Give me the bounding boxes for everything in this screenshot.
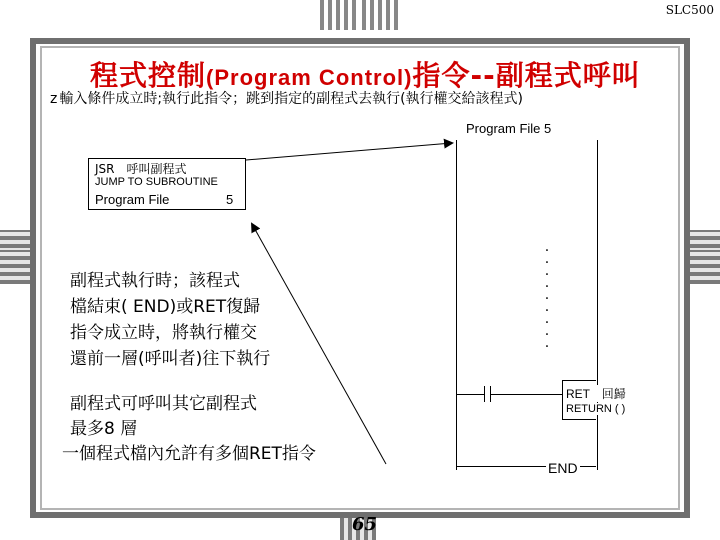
bullet-icon: z	[50, 91, 58, 107]
note-block-1	[70, 268, 270, 372]
note2-line-1: 副程式可呼叫其它副程式	[70, 394, 257, 414]
continuation-dots: · · · · · · · · ·	[544, 243, 550, 355]
title-cjk-2: 指令--副程式呼叫	[412, 59, 641, 92]
note2-line-2: 最多8 層	[70, 419, 138, 439]
corner-label: SLC500	[665, 3, 714, 17]
note1-line-3: 指令成立時，將執行權交	[70, 323, 257, 343]
page-number: 65	[352, 514, 378, 535]
title-latin: (Program Control)	[206, 65, 413, 90]
note1-line-4: 還前一層(呼叫者)往下執行	[70, 349, 271, 369]
jsr-subtitle: JUMP TO SUBROUTINE	[95, 176, 218, 188]
note1-line-1: 副程式執行時；該程式	[70, 271, 240, 291]
call-arrow	[246, 143, 452, 160]
ret-subtitle: RETURN ( )	[566, 403, 626, 415]
program-file-label: Program File 5	[466, 121, 552, 136]
jsr-program-file-number: 5	[226, 192, 234, 207]
end-label: END	[548, 460, 578, 476]
note1-line-2: 檔結束( END)或RET復歸	[70, 297, 261, 317]
bullet-text: 輸入條件成立時;執行此指令；跳到指定的副程式去執行(執行權交給該程式)	[59, 91, 523, 107]
note2-line-3: 一個程式檔內允許有多個RET指令	[62, 444, 316, 464]
note-block-2	[62, 392, 316, 467]
jsr-program-file-label: Program File	[95, 192, 170, 207]
jsr-title: JSR 呼叫副程式	[95, 162, 187, 176]
title-cjk: 程式控制	[90, 59, 207, 92]
ret-title: RET 回歸	[566, 387, 626, 401]
